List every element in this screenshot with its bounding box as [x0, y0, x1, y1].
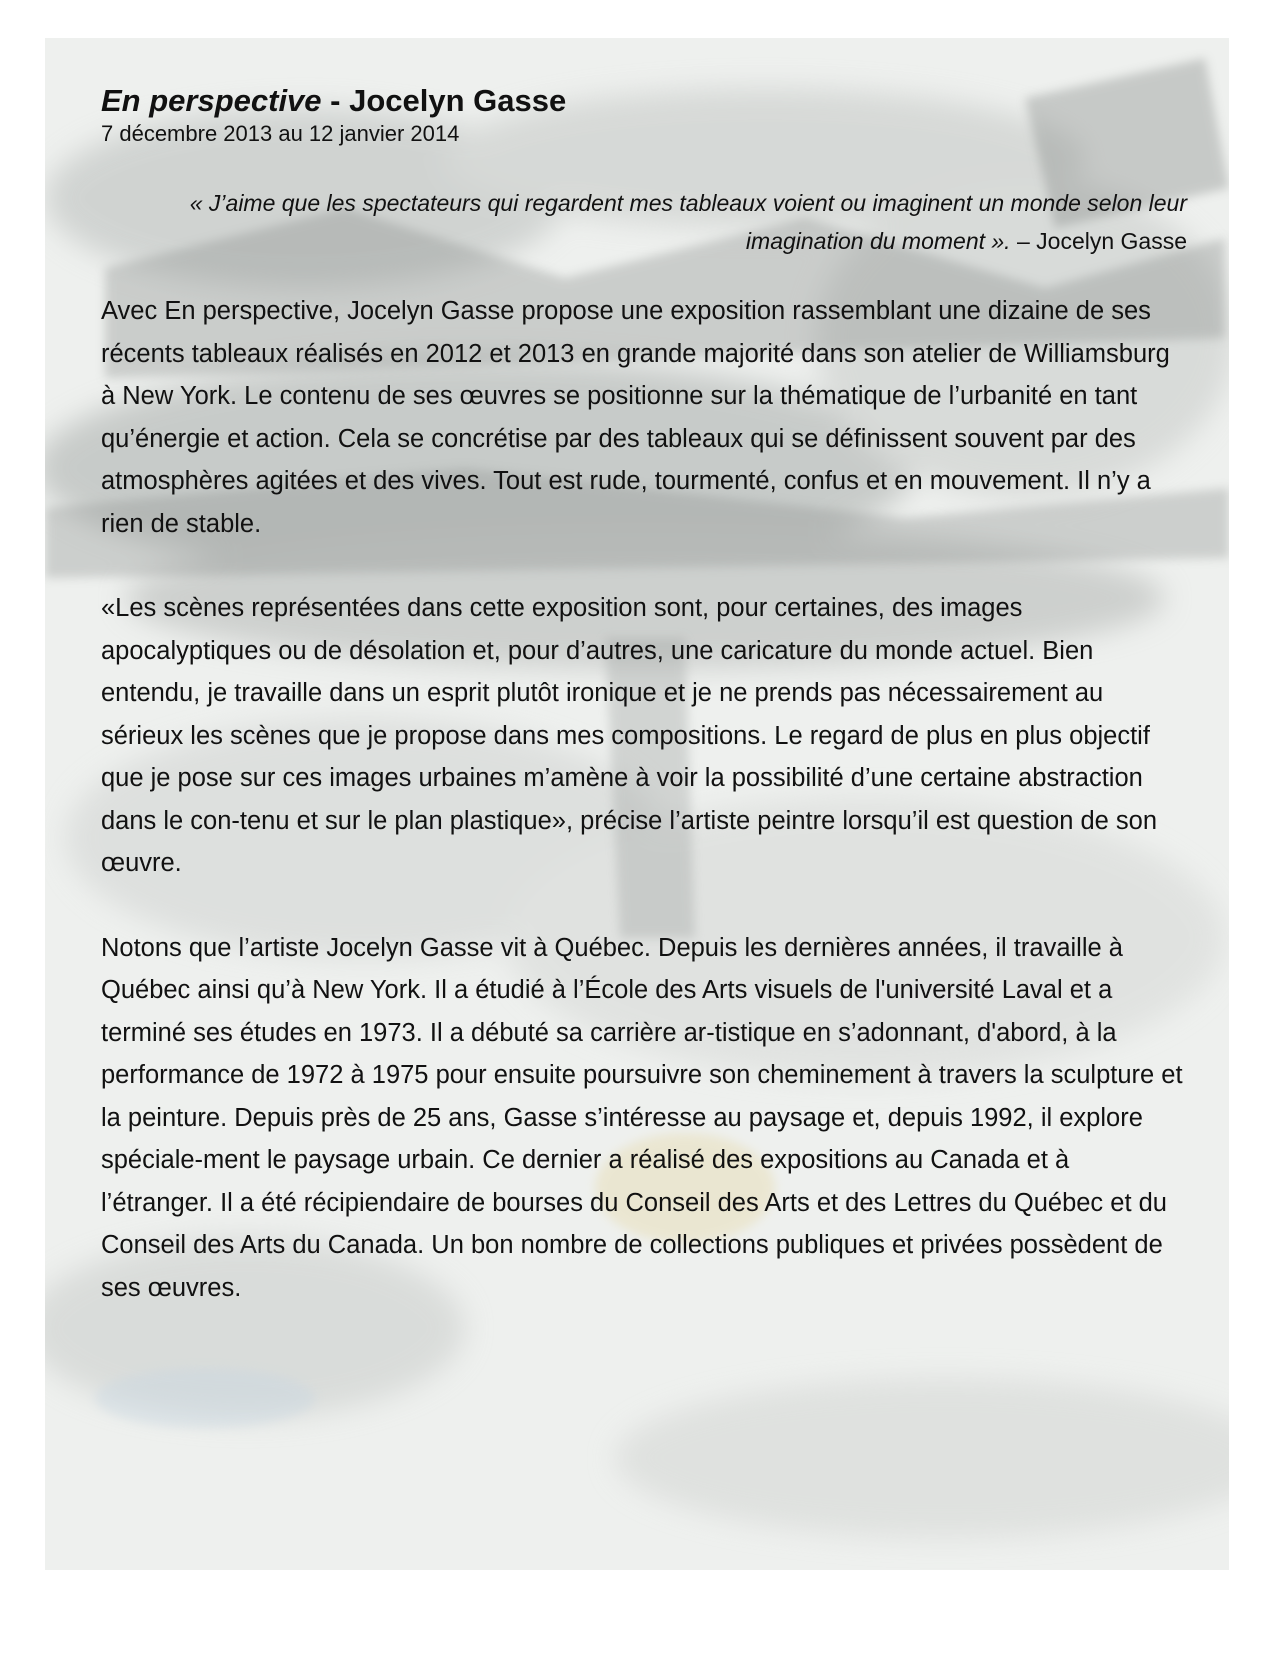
title-italic: En perspective	[101, 83, 322, 118]
exhibition-dates: 7 décembre 2013 au 12 janvier 2014	[101, 121, 460, 146]
paragraph-intro: Avec En perspective, Jocelyn Gasse propose une exposition rassemblant une dizaine de ses récents tableaux réalisés en 2012 et 2013 en grande majorité dans son atelier de Williamsburg à New York. Le contenu de ses œuvres se positionne sur la thématique de l’urbanité en tant qu’énergie et action. Cela se concrétise par des tableaux qui se définissent souvent par des atmosphères agitées et des vives. Tout est rude, tourmenté, confus et en mouvement. Il n’y a rien de stable.	[101, 297, 1170, 538]
paragraph-biography: Notons que l’artiste Jocelyn Gasse vit à Québec. Depuis les dernières années, il travaille à Québec ainsi qu’à New York. Il a étudié à l’École des Arts visuels de l'université Laval et a terminé ses études en 1973. Il a débuté sa carrière ar-tistique en s’adonnant, d'abord, à la performance de 1972 à 1975 pour ensuite poursuivre son cheminement à travers la sculpture et la peinture. Depuis près de 25 ans, Gasse s’intéresse au paysage et, depuis 1992, il explore spéciale-ment le paysage urbain. Ce dernier a réalisé des expositions au Canada et à l’étranger. Il a été récipiendaire de bourses du Conseil des Arts et des Lettres du Québec et du Conseil des Arts du Canada. Un bon nombre de collections publiques et privées possèdent de ses œuvres.	[101, 933, 1183, 1302]
quote-attribution: – Jocelyn Gasse	[1010, 228, 1187, 254]
paragraph-artist-statement: «Les scènes représentées dans cette exposition sont, pour certaines, des images apocalyptiques ou de désolation et, pour d’autres, une caricature du monde actuel. Bien entendu, je travaille dans un esprit plutôt ironique et je ne prends pas nécessairement au sérieux les scènes que je propose dans mes compositions. Le regard de plus en plus objectif que je pose sur ces images urbaines m’amène à voir la possibilité d’une certaine abstraction dans le con-tenu et sur le plan plastique», précise l’artiste peintre lorsqu’il est question de son œuvre.	[101, 594, 1158, 877]
quote-text: « J’aime que les spectateurs qui regardent mes tableaux voient ou imaginent un monde selon leur imagination du moment ».	[189, 190, 1187, 254]
page-title	[101, 82, 1187, 120]
title-rest: - Jocelyn Gasse	[321, 83, 567, 118]
document-body	[101, 82, 1187, 1309]
artist-quote	[101, 184, 1187, 260]
